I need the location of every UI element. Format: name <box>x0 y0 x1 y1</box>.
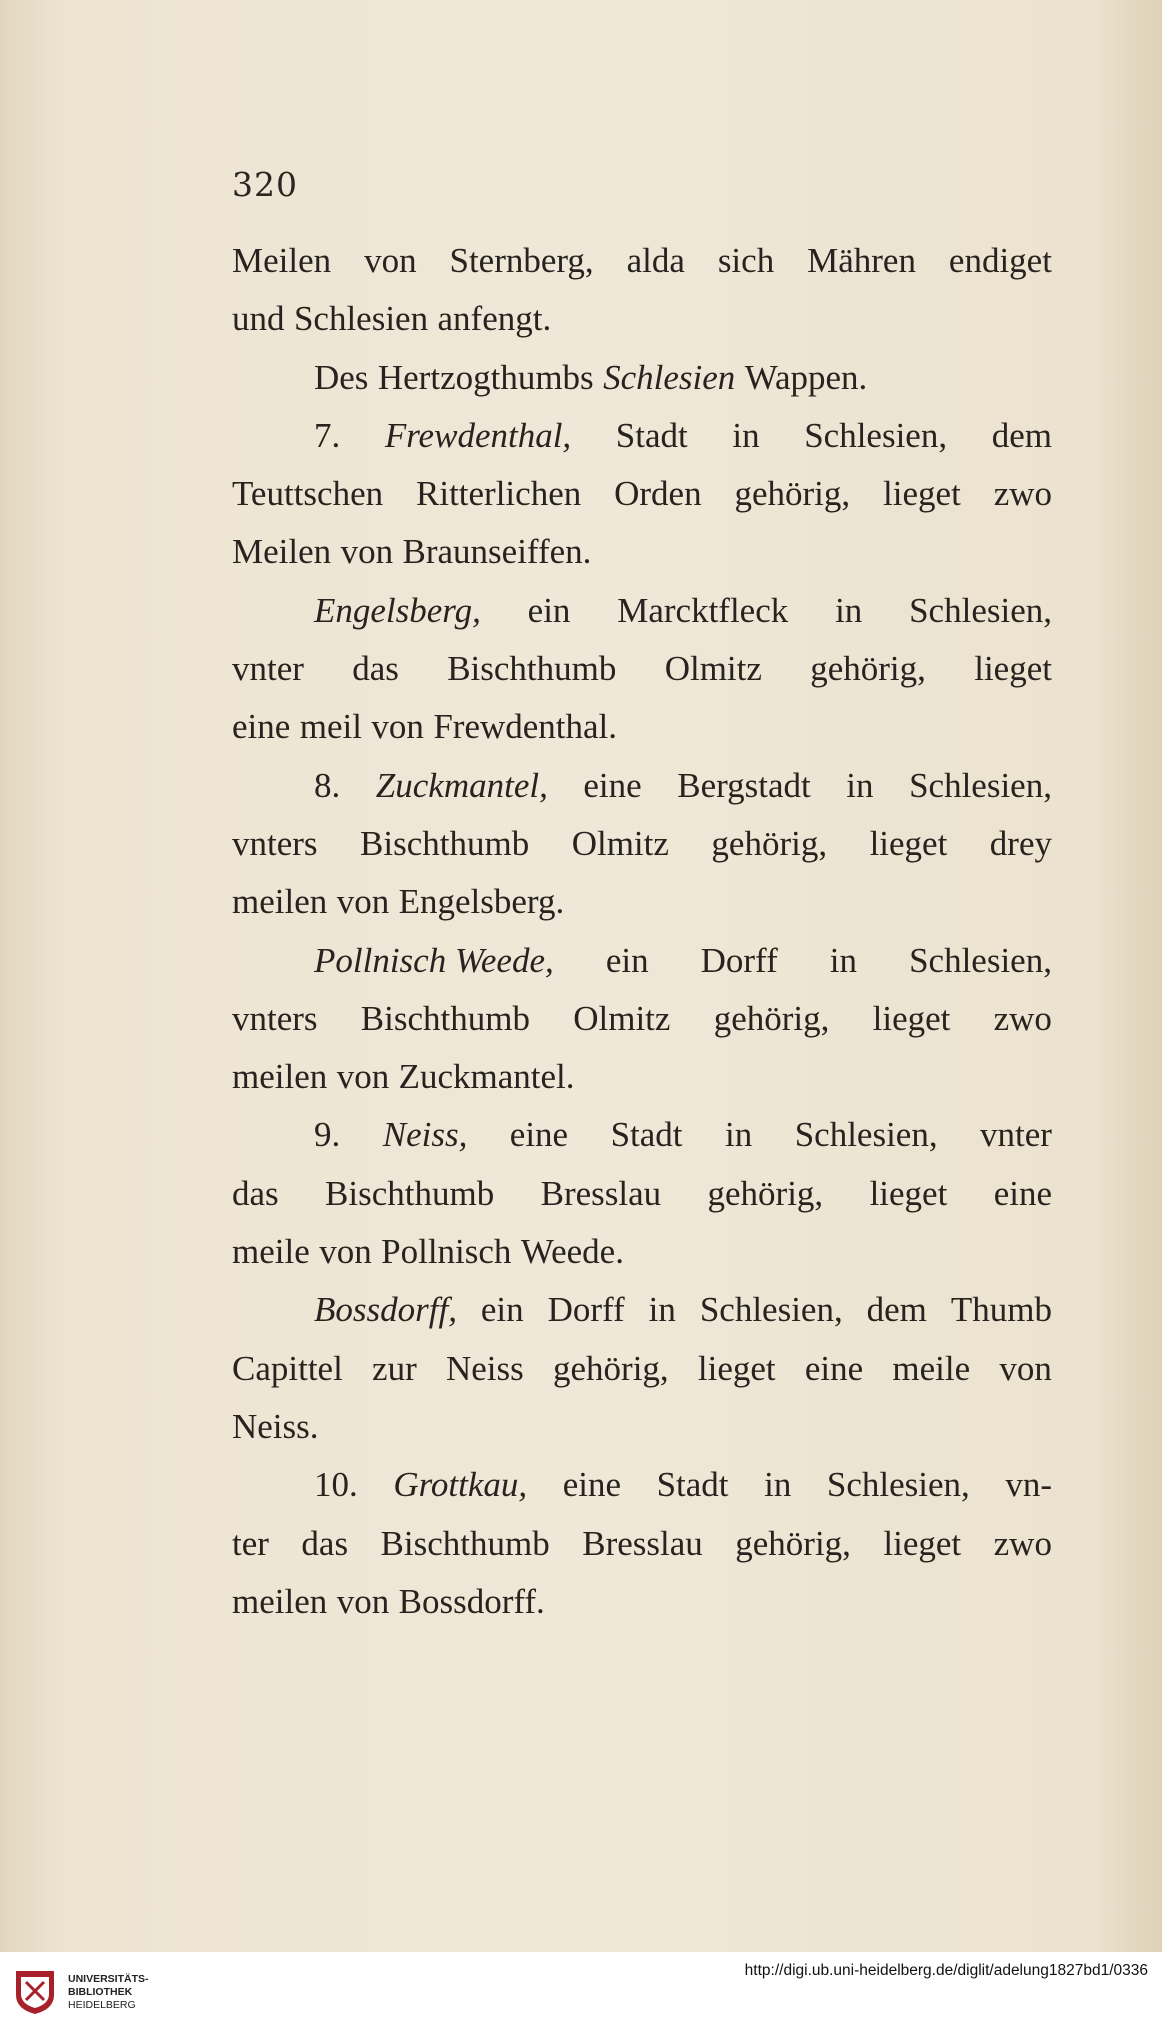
body-text <box>232 232 1052 1631</box>
text-line <box>232 1048 1052 1106</box>
word: anfengt. <box>437 299 552 339</box>
word: meilen <box>232 1581 328 1621</box>
text-line <box>232 1515 1052 1573</box>
word: Sternberg, <box>449 241 594 280</box>
word: Stadt <box>615 415 688 455</box>
word: in <box>648 1290 676 1330</box>
word: Bischthumb <box>360 998 530 1038</box>
word: vnter <box>980 1115 1052 1155</box>
word: Pollnisch <box>381 1232 512 1272</box>
library-logo-icon <box>12 1969 58 2015</box>
word: gehörig, <box>810 649 926 689</box>
text-line <box>232 873 1052 931</box>
word: gehörig, <box>553 1348 669 1388</box>
word: 8. <box>314 765 341 805</box>
word: vnter <box>232 649 304 689</box>
word: lieget <box>697 1348 776 1388</box>
word: von <box>336 1581 390 1621</box>
word: lieget <box>974 649 1052 689</box>
word: lieget <box>869 1173 948 1213</box>
text-line <box>232 640 1052 698</box>
word: eine <box>583 765 642 805</box>
word: zwo <box>993 1523 1052 1563</box>
word: lieget <box>883 1523 962 1563</box>
word: 9. <box>314 1115 341 1155</box>
word: Schlesien, <box>804 415 948 455</box>
word: Hertzogthumbs <box>377 357 594 397</box>
word: von <box>336 1057 390 1097</box>
word: Stadt <box>656 1465 729 1505</box>
word: meilen <box>232 1057 328 1097</box>
word: meile <box>232 1232 310 1272</box>
text-line <box>232 407 1052 465</box>
word: Thumb <box>950 1290 1052 1330</box>
word: Neiss. <box>232 1406 319 1446</box>
word: eine <box>509 1115 569 1155</box>
text-line <box>232 232 1052 290</box>
word: ein <box>480 1290 524 1330</box>
word: Olmitz <box>664 649 762 689</box>
text-line <box>232 1573 1052 1631</box>
word: von <box>999 1348 1052 1388</box>
word: das <box>301 1523 349 1563</box>
word: gehörig, <box>711 823 828 863</box>
word: von <box>340 532 394 572</box>
word: Bossdorff. <box>398 1581 545 1621</box>
word: vnters <box>232 823 318 863</box>
word: von <box>336 882 390 922</box>
logo-line-1: UNIVERSITÄTS- <box>68 1972 149 1985</box>
word: vn- <box>1005 1465 1052 1505</box>
word: Neiss <box>445 1348 524 1388</box>
word: Bergstadt <box>677 765 811 805</box>
logo-line-2: BIBLIOTHEK <box>68 1985 133 1998</box>
word: 7. <box>314 415 341 455</box>
word: Stadt <box>610 1115 683 1155</box>
word: Bresslau <box>540 1173 662 1213</box>
library-logo-text <box>68 1973 149 2012</box>
word: lieget <box>869 823 948 863</box>
word: alda <box>626 241 685 280</box>
word: ein <box>605 940 649 980</box>
word: Capittel <box>232 1348 343 1388</box>
word: Olmitz <box>573 998 671 1038</box>
place-name: Pollnisch Weede, <box>314 940 554 980</box>
word: meile <box>892 1348 971 1388</box>
word: ein <box>527 590 571 630</box>
word: in <box>829 940 858 980</box>
word: Schlesien <box>293 299 429 339</box>
word: von <box>364 241 417 280</box>
word: dem <box>866 1290 927 1330</box>
place-name: Engelsberg, <box>314 590 481 630</box>
word: drey <box>989 823 1052 863</box>
text-line <box>232 582 1052 640</box>
word: 10. <box>314 1465 358 1505</box>
word: vnters <box>232 998 318 1038</box>
word: Marcktfleck <box>617 590 789 630</box>
word: Orden <box>614 474 702 514</box>
word: Schlesien, <box>909 765 1052 805</box>
word: Dorff <box>547 1290 625 1330</box>
page-number: 320 <box>232 165 298 204</box>
word: Des <box>314 357 369 397</box>
text-line <box>232 523 1052 581</box>
word: Schlesien, <box>699 1290 843 1330</box>
word: gehörig, <box>707 1173 824 1213</box>
word: Schlesien, <box>826 1465 970 1505</box>
word: Schlesien, <box>909 590 1052 630</box>
word: Weede. <box>520 1232 624 1272</box>
word: eine <box>232 707 291 747</box>
text-line <box>232 465 1052 523</box>
word: Meilen <box>232 241 332 280</box>
word: Meilen <box>232 532 332 572</box>
word: meilen <box>232 882 328 922</box>
footer-bar <box>0 1952 1162 2032</box>
place-name: Zuckmantel, <box>375 765 548 805</box>
word: Teuttschen <box>232 474 384 514</box>
text-line <box>232 1340 1052 1398</box>
word: in <box>846 765 874 805</box>
text-line <box>232 1165 1052 1223</box>
text-line <box>232 698 1052 756</box>
text-line <box>232 1456 1052 1514</box>
word: lieget <box>883 474 961 514</box>
word: Schlesien, <box>794 1115 938 1155</box>
word: Bresslau <box>582 1523 703 1563</box>
word: Bischthumb <box>447 649 617 689</box>
word: gehörig, <box>734 474 851 514</box>
word: Frewdenthal. <box>433 707 618 747</box>
word: das <box>232 1173 279 1213</box>
word: dem <box>991 415 1052 455</box>
word: Bischthumb <box>380 1523 550 1563</box>
word: meil <box>299 707 362 747</box>
word: gehörig, <box>735 1523 851 1563</box>
text-line <box>232 1398 1052 1456</box>
word: lieget <box>872 998 951 1038</box>
word: Olmitz <box>571 823 669 863</box>
word: eine <box>562 1465 622 1505</box>
word: Mähren <box>807 241 916 280</box>
word: Engelsberg. <box>398 882 565 922</box>
word: Dorff <box>700 940 778 980</box>
word: zwo <box>993 998 1052 1038</box>
text-line <box>232 990 1052 1048</box>
text-line <box>232 932 1052 990</box>
word: eine <box>993 1173 1052 1213</box>
word: Ritterlichen <box>416 474 582 514</box>
text-line <box>232 757 1052 815</box>
word: sich <box>717 241 775 280</box>
text-line <box>232 290 1052 348</box>
word: Schlesien, <box>909 940 1052 980</box>
word: in <box>835 590 863 630</box>
word: von <box>319 1232 372 1272</box>
place-name: Schlesien <box>603 357 736 397</box>
word: endiget <box>948 241 1052 280</box>
word: zur <box>372 1348 417 1388</box>
word: das <box>352 649 399 689</box>
place-name: Bossdorff, <box>314 1290 457 1330</box>
library-logo[interactable] <box>12 1969 149 2015</box>
word: in <box>764 1465 792 1505</box>
place-name: Neiss, <box>382 1115 468 1155</box>
place-name: Grottkau, <box>393 1465 528 1505</box>
word: Bischthumb <box>325 1173 495 1213</box>
text-line <box>232 815 1052 873</box>
word: zwo <box>993 474 1052 514</box>
word: ter <box>232 1523 269 1563</box>
logo-line-3: HEIDELBERG <box>68 1998 136 2011</box>
word: Wappen. <box>744 357 868 397</box>
word: Zuckmantel. <box>398 1057 575 1097</box>
word: in <box>732 415 760 455</box>
word: eine <box>804 1348 864 1388</box>
text-line <box>232 1281 1052 1339</box>
word: gehörig, <box>713 998 830 1038</box>
word: in <box>724 1115 753 1155</box>
word: von <box>371 707 424 747</box>
place-name: Frewdenthal, <box>384 415 572 455</box>
word: und <box>232 299 285 339</box>
text-line <box>232 349 1052 407</box>
text-line <box>232 1106 1052 1164</box>
source-url-link[interactable]: http://digi.ub.uni-heidelberg.de/diglit/adelung1827bd1/0336 <box>744 1962 1148 1979</box>
word: Braunseiffen. <box>402 532 592 572</box>
text-line <box>232 1223 1052 1281</box>
word: Bischthumb <box>360 823 530 863</box>
